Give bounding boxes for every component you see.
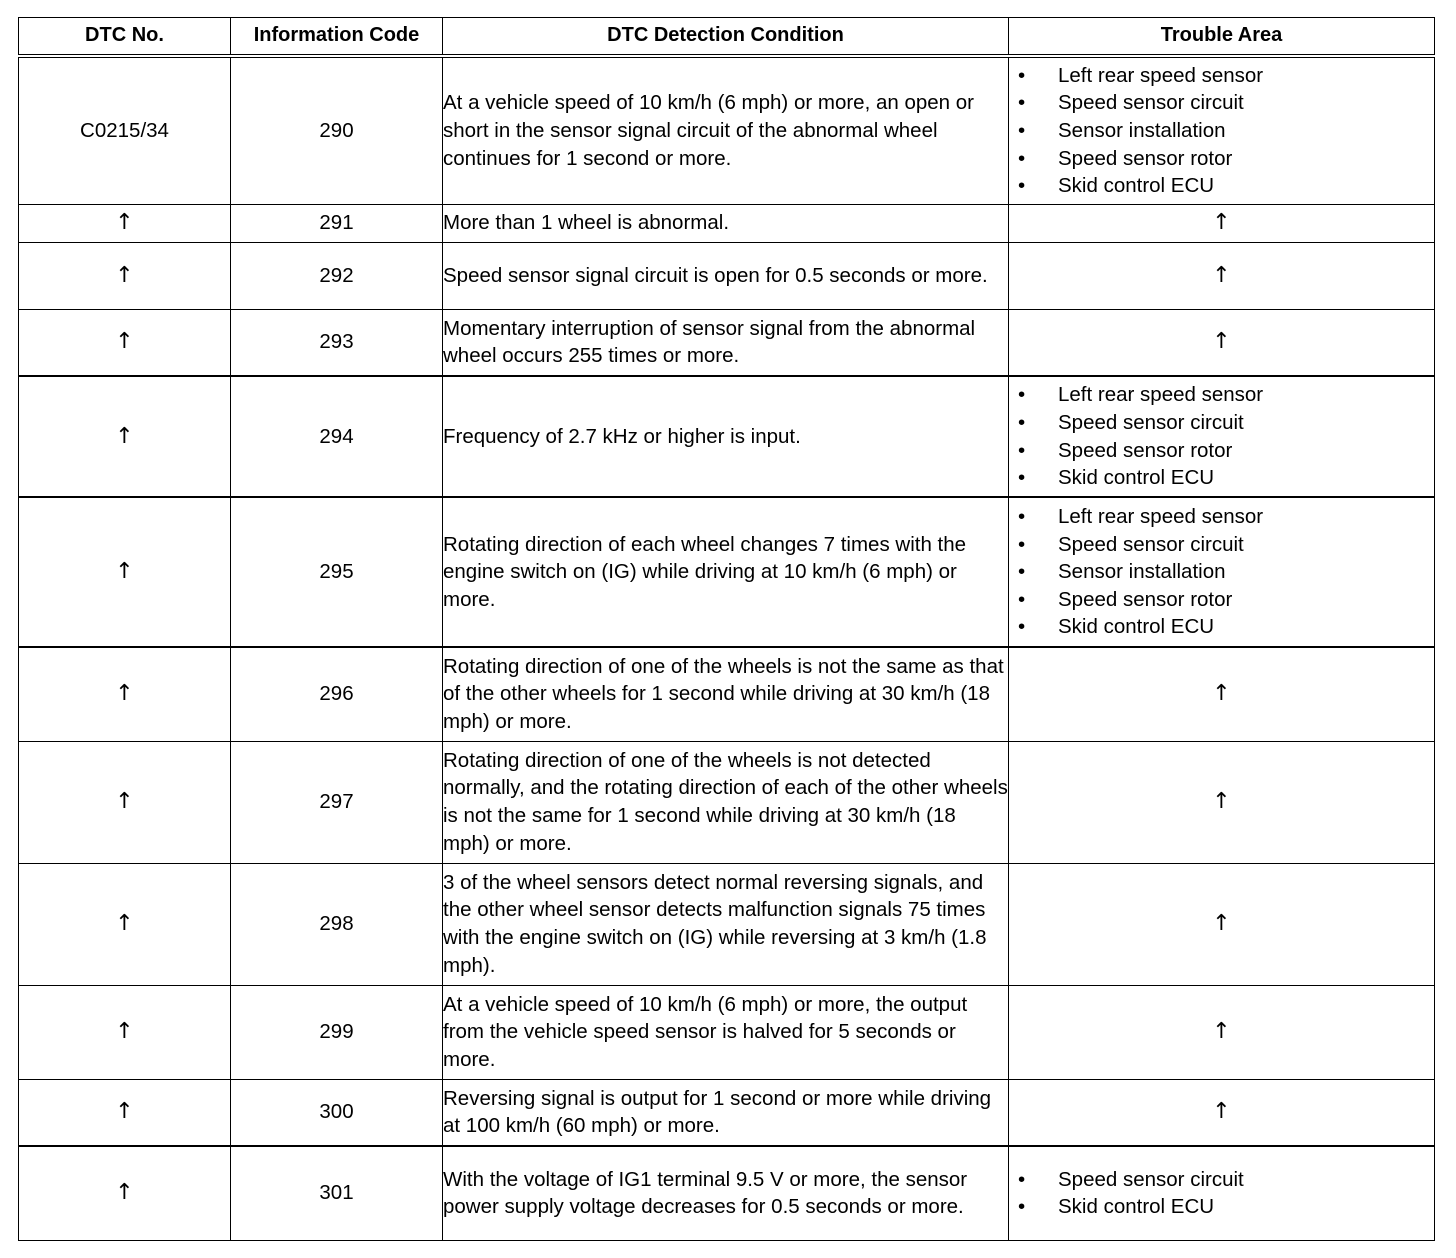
table-header-row: [19, 18, 1435, 57]
trouble-area-cell: [1009, 242, 1435, 309]
same-as-above-arrow: ↑: [115, 262, 134, 288]
trouble-area-text: Left rear speed sensor: [1058, 505, 1264, 529]
trouble-area-text: Speed sensor circuit: [1058, 532, 1244, 556]
trouble-area-text: Skid control ECU: [1058, 466, 1215, 490]
trouble-area-text: Left rear speed sensor: [1058, 383, 1264, 407]
information-code-cell: 301: [231, 1146, 443, 1240]
same-as-above-arrow: ↑: [1212, 210, 1231, 236]
trouble-area-text: Speed sensor circuit: [1058, 91, 1244, 115]
same-as-above-arrow: ↑: [115, 911, 134, 937]
trouble-area-text: Speed sensor circuit: [1058, 1167, 1244, 1191]
trouble-area-list: [1009, 503, 1434, 641]
trouble-area-text: Speed sensor rotor: [1058, 438, 1233, 462]
bullet-icon: •: [1018, 587, 1026, 611]
trouble-area-cell: [1009, 204, 1435, 242]
information-code-cell: 291: [231, 204, 443, 242]
trouble-area-cell: [1009, 376, 1435, 497]
trouble-area-cell: [1009, 309, 1435, 376]
trouble-area-cell: [1009, 1146, 1435, 1240]
trouble-area-item: [1009, 89, 1434, 117]
bullet-icon: •: [1018, 118, 1026, 142]
trouble-area-text: Left rear speed sensor: [1058, 63, 1264, 87]
header-detection-condition: DTC Detection Condition: [443, 18, 1009, 57]
trouble-area-item: [1009, 1166, 1434, 1194]
trouble-area-item: [1009, 437, 1434, 465]
dtc-number-cell: [19, 376, 231, 497]
trouble-area-item: [1009, 172, 1434, 200]
table-row: [19, 309, 1435, 376]
information-code-cell: 292: [231, 242, 443, 309]
same-as-above-arrow: ↑: [1212, 329, 1231, 355]
trouble-area-cell: [1009, 863, 1435, 985]
trouble-area-text: Speed sensor circuit: [1058, 410, 1244, 434]
trouble-area-item: [1009, 381, 1434, 409]
table-row: [19, 376, 1435, 497]
same-as-above-arrow: ↑: [115, 329, 134, 355]
header-information-code: Information Code: [231, 18, 443, 57]
detection-condition-cell: Reversing signal is output for 1 second or more while driving at 100 km/h (60 mph) or more.: [443, 1079, 1009, 1146]
information-code-cell: 300: [231, 1079, 443, 1146]
information-code-cell: 295: [231, 497, 443, 647]
trouble-area-list: [1009, 62, 1434, 200]
trouble-area-item: [1009, 558, 1434, 586]
same-as-above-arrow: ↑: [1212, 1099, 1231, 1125]
detection-condition-cell: Rotating direction of each wheel changes 7 times with the engine switch on (IG) while driving at 10 km/h (6 mph) or more.: [443, 497, 1009, 647]
bullet-icon: •: [1018, 383, 1026, 407]
trouble-area-text: Sensor installation: [1058, 118, 1226, 142]
bullet-icon: •: [1018, 174, 1026, 198]
trouble-area-cell: [1009, 497, 1435, 647]
trouble-area-item: [1009, 503, 1434, 531]
information-code-cell: 294: [231, 376, 443, 497]
dtc-number-cell: [19, 1146, 231, 1240]
bullet-icon: •: [1018, 410, 1026, 434]
information-code-cell: 299: [231, 985, 443, 1079]
table-row: [19, 863, 1435, 985]
detection-condition-cell: At a vehicle speed of 10 km/h (6 mph) or more, an open or short in the sensor signal circuit of the abnormal wheel continues for 1 second or more.: [443, 56, 1009, 204]
information-code-cell: 298: [231, 863, 443, 985]
bullet-icon: •: [1018, 505, 1026, 529]
same-as-above-arrow: ↑: [115, 1180, 134, 1206]
detection-condition-cell: 3 of the wheel sensors detect normal reversing signals, and the other wheel sensor detects malfunction signals 75 times with the engine switch on (IG) while reversing at 3 km/h (1.8 mph).: [443, 863, 1009, 985]
table-row: [19, 1146, 1435, 1240]
table-row: [19, 741, 1435, 863]
trouble-area-text: Sensor installation: [1058, 560, 1226, 584]
same-as-above-arrow: ↑: [115, 1019, 134, 1045]
table-row: [19, 204, 1435, 242]
trouble-area-list: [1009, 381, 1434, 491]
table-row: [19, 56, 1435, 204]
trouble-area-item: [1009, 117, 1434, 145]
table-row: [19, 242, 1435, 309]
dtc-number-cell: [19, 1079, 231, 1146]
bullet-icon: •: [1018, 1167, 1026, 1191]
dtc-number-cell: [19, 863, 231, 985]
bullet-icon: •: [1018, 438, 1026, 462]
same-as-above-arrow: ↑: [115, 423, 134, 449]
table-body: [19, 56, 1435, 1240]
table-row: [19, 497, 1435, 647]
same-as-above-arrow: ↑: [115, 1099, 134, 1125]
trouble-area-text: Skid control ECU: [1058, 1195, 1215, 1219]
trouble-area-item: [1009, 464, 1434, 492]
trouble-area-cell: [1009, 741, 1435, 863]
header-dtc-no: DTC No.: [19, 18, 231, 57]
header-trouble-area: Trouble Area: [1009, 18, 1435, 57]
bullet-icon: •: [1018, 91, 1026, 115]
bullet-icon: •: [1018, 146, 1026, 170]
same-as-above-arrow: ↑: [115, 559, 134, 585]
bullet-icon: •: [1018, 466, 1026, 490]
dtc-table: [18, 17, 1435, 1241]
same-as-above-arrow: ↑: [1212, 1019, 1231, 1045]
dtc-number-cell: [19, 204, 231, 242]
detection-condition-cell: Rotating direction of one of the wheels is not the same as that of the other wheels for 1 second while driving at 30 km/h (18 mph) or more.: [443, 647, 1009, 741]
same-as-above-arrow: ↑: [115, 681, 134, 707]
information-code-cell: 293: [231, 309, 443, 376]
information-code-cell: 296: [231, 647, 443, 741]
trouble-area-text: Skid control ECU: [1058, 615, 1215, 639]
trouble-area-item: [1009, 613, 1434, 641]
detection-condition-cell: Speed sensor signal circuit is open for 0.5 seconds or more.: [443, 242, 1009, 309]
trouble-area-item: [1009, 531, 1434, 559]
trouble-area-item: [1009, 409, 1434, 437]
trouble-area-list: [1009, 1166, 1434, 1221]
trouble-area-item: [1009, 1193, 1434, 1221]
dtc-number-cell: [19, 985, 231, 1079]
trouble-area-cell: [1009, 985, 1435, 1079]
trouble-area-item: [1009, 62, 1434, 90]
trouble-area-item: [1009, 586, 1434, 614]
trouble-area-cell: [1009, 647, 1435, 741]
trouble-area-text: Speed sensor rotor: [1058, 146, 1233, 170]
bullet-icon: •: [1018, 63, 1026, 87]
same-as-above-arrow: ↑: [1212, 911, 1231, 937]
dtc-number-cell: [19, 741, 231, 863]
dtc-number-cell: C0215/34: [19, 56, 231, 204]
dtc-number-cell: [19, 309, 231, 376]
bullet-icon: •: [1018, 615, 1026, 639]
same-as-above-arrow: ↑: [1212, 789, 1231, 815]
detection-condition-cell: Rotating direction of one of the wheels is not detected normally, and the rotating direction of each of the other wheels is not the same for 1 second while driving at 30 km/h (18 mph) or more.: [443, 741, 1009, 863]
dtc-number-cell: [19, 647, 231, 741]
same-as-above-arrow: ↑: [115, 789, 134, 815]
information-code-cell: 290: [231, 56, 443, 204]
detection-condition-cell: At a vehicle speed of 10 km/h (6 mph) or more, the output from the vehicle speed sensor is halved for 5 seconds or more.: [443, 985, 1009, 1079]
bullet-icon: •: [1018, 532, 1026, 556]
trouble-area-cell: [1009, 56, 1435, 204]
trouble-area-item: [1009, 145, 1434, 173]
trouble-area-text: Skid control ECU: [1058, 174, 1215, 198]
table-row: [19, 985, 1435, 1079]
detection-condition-cell: Frequency of 2.7 kHz or higher is input.: [443, 376, 1009, 497]
information-code-cell: 297: [231, 741, 443, 863]
same-as-above-arrow: ↑: [1212, 262, 1231, 288]
trouble-area-text: Speed sensor rotor: [1058, 587, 1233, 611]
detection-condition-cell: Momentary interruption of sensor signal from the abnormal wheel occurs 255 times or more.: [443, 309, 1009, 376]
detection-condition-cell: More than 1 wheel is abnormal.: [443, 204, 1009, 242]
same-as-above-arrow: ↑: [115, 210, 134, 236]
bullet-icon: •: [1018, 1195, 1026, 1219]
dtc-number-cell: [19, 242, 231, 309]
bullet-icon: •: [1018, 560, 1026, 584]
dtc-number-cell: [19, 497, 231, 647]
detection-condition-cell: With the voltage of IG1 terminal 9.5 V or more, the sensor power supply voltage decreases for 0.5 seconds or more.: [443, 1146, 1009, 1240]
trouble-area-cell: [1009, 1079, 1435, 1146]
same-as-above-arrow: ↑: [1212, 681, 1231, 707]
table-row: [19, 1079, 1435, 1146]
table-row: [19, 647, 1435, 741]
